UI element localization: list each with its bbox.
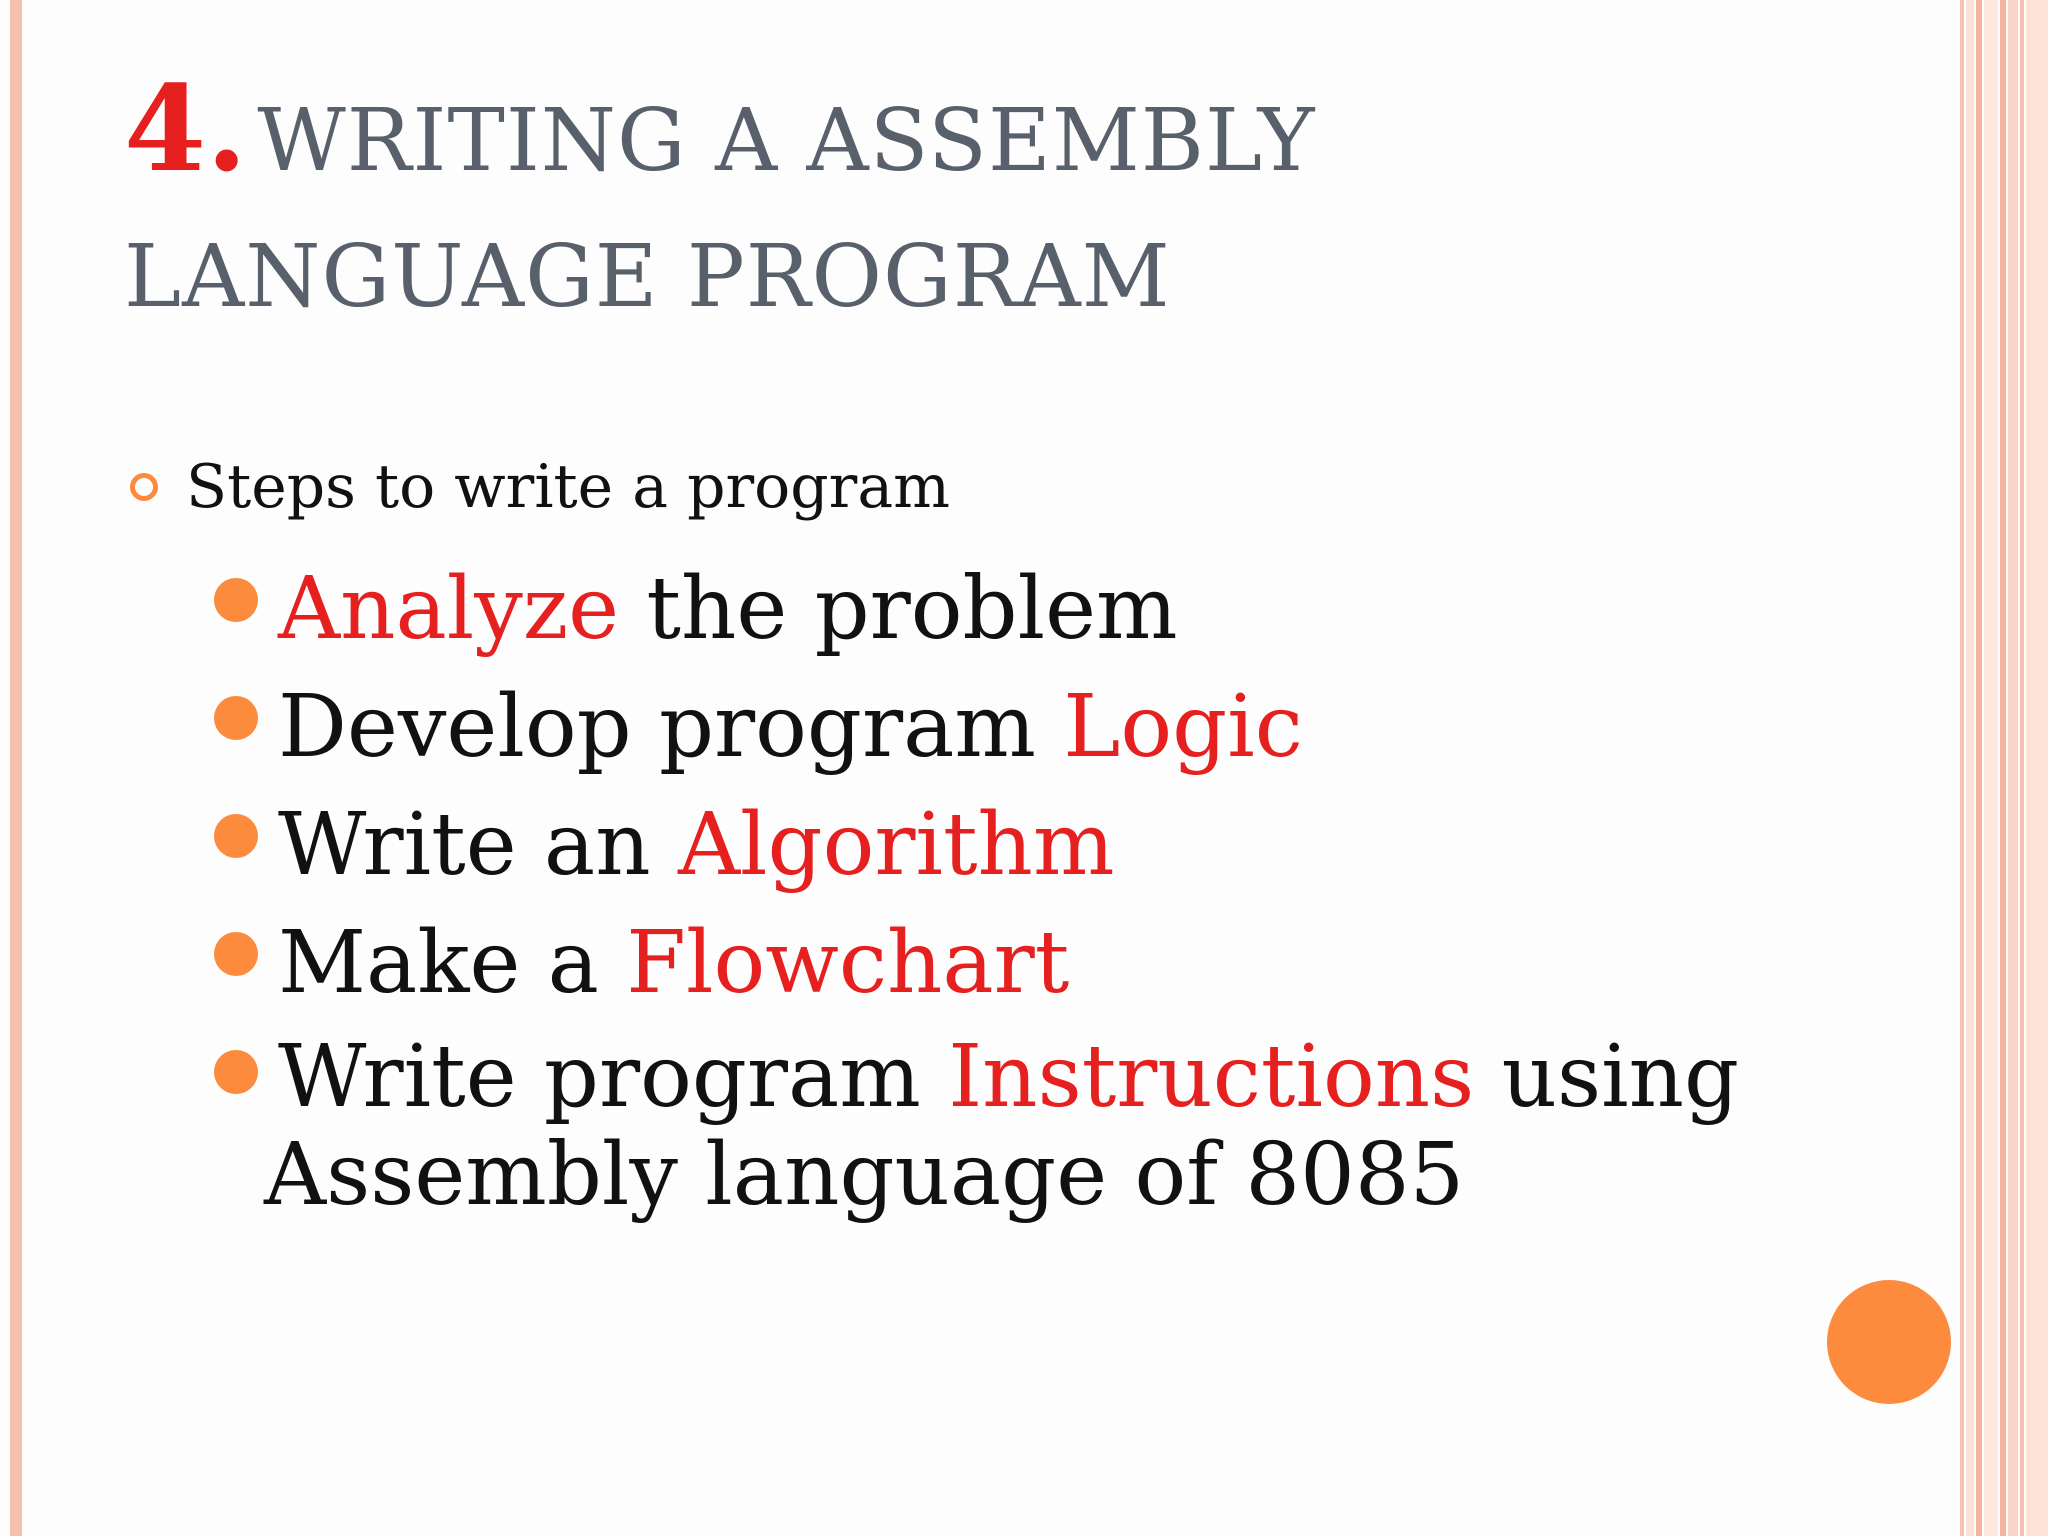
step-highlight: Instructions: [948, 1027, 1475, 1127]
dot-bullet-icon: [214, 932, 258, 976]
list-item: [206, 786, 1766, 904]
title-number: 4.: [124, 59, 248, 198]
step-text: Develop program: [278, 677, 1064, 777]
dot-bullet-icon: [214, 578, 258, 622]
step-text: using: [1474, 1027, 1740, 1127]
title-line-1: WRITING A ASSEMBLY: [257, 91, 1316, 191]
step-text: Write an: [278, 795, 678, 895]
ring-bullet-icon: [130, 473, 158, 501]
bullet-text: Steps to write a program: [186, 452, 951, 522]
step-highlight: Algorithm: [677, 795, 1115, 895]
step-text: Write program: [278, 1027, 949, 1127]
right-border-stripe: [2026, 0, 2048, 1536]
step-text: Make a: [278, 913, 627, 1013]
bullet-level-1: [130, 452, 950, 522]
steps-list: [206, 550, 1766, 1224]
dot-bullet-icon: [214, 1050, 258, 1094]
list-item: [206, 1028, 1766, 1224]
title-line-2: LANGUAGE PROGRAM: [124, 227, 1171, 327]
right-border-stripe: [2020, 0, 2024, 1536]
left-border-stripe: [10, 0, 22, 1536]
right-border-stripe: [1976, 0, 1982, 1536]
list-item: [206, 550, 1766, 668]
dot-bullet-icon: [214, 814, 258, 858]
right-border-stripe: [2000, 0, 2006, 1536]
right-border-stripe: [1960, 0, 1964, 1536]
step-text: the problem: [619, 559, 1178, 659]
step-highlight: Logic: [1063, 677, 1303, 777]
step-highlight: Analyze: [278, 559, 620, 659]
dot-bullet-icon: [214, 696, 258, 740]
list-item: [206, 904, 1766, 1022]
right-border-stripe: [1966, 0, 1974, 1536]
slide-title: [124, 59, 1884, 354]
right-border-stripe: [1984, 0, 1998, 1536]
list-item: [206, 668, 1766, 786]
step-highlight: Flowchart: [626, 913, 1070, 1013]
step-continuation: Assembly language of 8085: [264, 1125, 1465, 1225]
decorative-circle-icon: [1827, 1280, 1951, 1404]
right-border-stripe: [2008, 0, 2018, 1536]
